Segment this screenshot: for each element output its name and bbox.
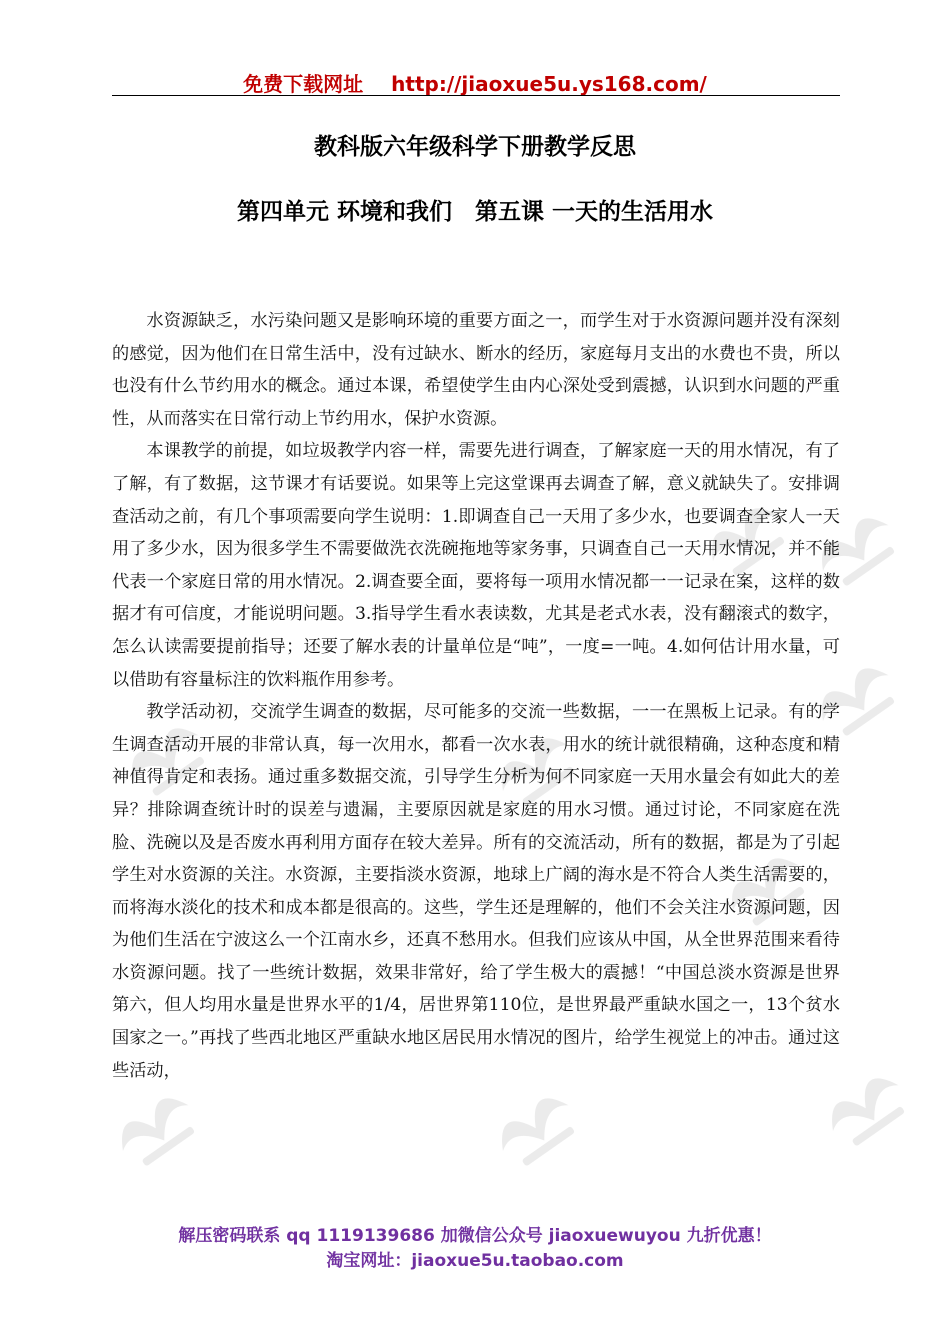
header-divider bbox=[112, 95, 840, 96]
download-url-link[interactable]: http://jiaoxue5u.ys168.com/ bbox=[391, 72, 707, 96]
document-body bbox=[112, 305, 840, 1087]
footer-shop-link[interactable]: 淘宝网址：jiaoxue5u.taobao.com bbox=[326, 1251, 624, 1271]
document-title: 教科版六年级科学下册教学反思 bbox=[314, 133, 636, 160]
body-paragraph: 水资源缺乏，水污染问题又是影响环境的重要方面之一，而学生对于水资源问题并没有深刻的感觉，因为他们在日常生活中，没有过缺水、断水的经历，家庭每月支出的水费也不贵，所以也没有什么节约用水的概念。通过本课，希望使学生由内心深处受到震撼，认识到水问题的严重性，从而落实在日常行动上节约用水，保护水资源。 bbox=[112, 311, 840, 429]
footer-contact: 解压密码联系 qq 1119139686 加微信公众号 jiaoxuewuyou 九折优惠！ bbox=[178, 1226, 772, 1246]
download-header bbox=[0, 68, 950, 97]
document-subtitle: 第四单元 环境和我们 第五课 一天的生活用水 bbox=[236, 198, 713, 225]
download-label: 免费下载网址 bbox=[243, 72, 364, 96]
body-paragraph: 本课教学的前提，如垃圾教学内容一样，需要先进行调查，了解家庭一天的用水情况，有了了解，有了数据，这节课才有话要说。如果等上完这堂课再去调查了解，意义就缺失了。安排调查活动之前，有几个事项需要向学生说明：1.即调查自己一天用了多少水，也要调查全家人一天用了多少水，因为很多学生不需要做洗衣洗碗拖地等家务事，只调查自己一天用水情况，并不能代表一个家庭日常的用水情况。2.调查要全面，要将每一项用水情况都一一记录在案，这样的数据才有可信度，才能说明问题。3.指导学生看水表读数，尤其是老式水表，没有翻滚式的数字，怎么认读需要提前指导；还要了解水表的计量单位是“吨”，一度=一吨。4.如何估计用水量，可以借助有容量标注的饮料瓶作用参考。 bbox=[112, 441, 840, 690]
body-paragraph: 教学活动初，交流学生调查的数据，尽可能多的交流一些数据，一一在黑板上记录。有的学生调查活动开展的非常认真，每一次用水，都看一次水表，用水的统计就很精确，这种态度和精神值得肯定和表扬。通过重多数据交流，引导学生分析为何不同家庭一天用水量会有如此大的差异？排除调查统计时的误差与遗漏，主要原因就是家庭的用水习惯。通过讨论，不同家庭在洗脸、洗碗以及是否废水再利用方面存在较大差异。所有的交流活动，所有的数据，都是为了引起学生对水资源的关注。水资源，主要指淡水资源，地球上广阔的海水是不符合人类生活需要的，而将海水淡化的技术和成本都是很高的。这些，学生还是理解的，他们不会关注水资源问题，因为他们生活在宁波这么一个江南水乡，还真不愁用水。但我们应该从中国，从全世界范围来看待水资源问题。找了一些统计数据，效果非常好，给了学生极大的震撼！“中国总淡水资源是世界第六，但人均用水量是世界水平的1/4，居世界第110位，是世界最严重缺水国之一，13个贫水国家之一。”再找了些西北地区严重缺水地区居民用水情况的图片，给学生视觉上的冲击。通过这些活动， bbox=[112, 702, 840, 1081]
